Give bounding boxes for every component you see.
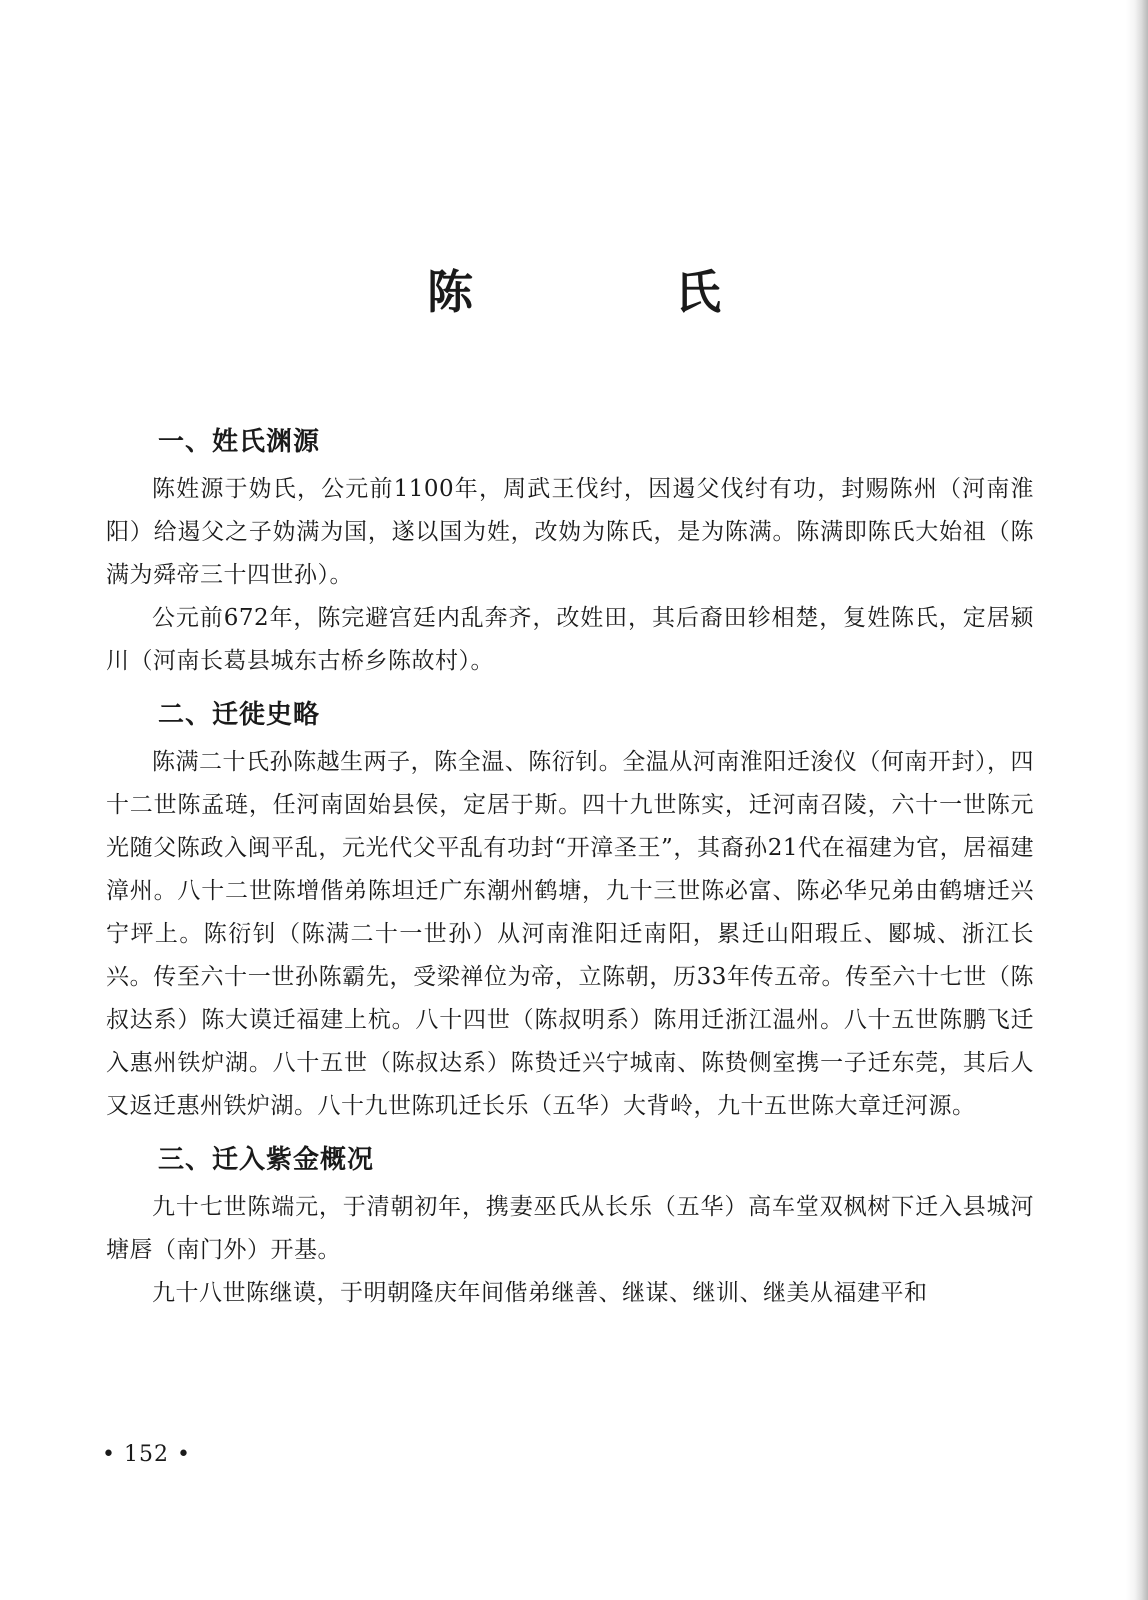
section-heading: 一、姓氏渊源 [158,427,321,457]
paragraph: 公元前672年，陈完避宫廷内乱奔齐，改姓田，其后裔田轸相楚，复姓陈氏，定居颍川（河南长葛县城东古桥乡陈故村）。 [106,605,1034,674]
paragraph: 陈满二十氏孙陈越生两子，陈全温、陈衍钊。全温从河南淮阳迁浚仪（何南开封），四十二世陈孟琏，任河南固始县侯，定居于斯。四十九世陈实，迁河南召陵，六十一世陈元光随父陈政入闽平乱，元光代父平乱有功封“开漳圣王”，其裔孙21代在福建为官，居福建漳州。八十二世陈增偕弟陈坦迁广东潮州鹤塘，九十三世陈必富、陈必华兄弟由鹤塘迁兴宁坪上。陈衍钊（陈满二十一世孙）从河南淮阳迁南阳，累迁山阳瑕丘、郾城、浙江长兴。传至六十一世孙陈霸先，受梁禅位为帝，立陈朝，历33年传五帝。传至六十七世（陈叔达系）陈大谟迁福建上杭。八十四世（陈叔明系）陈用迁浙江温州。八十五世陈鹏飞迁入惠州铁炉湖。八十五世（陈叔达系）陈贽迁兴宁城南、陈贽侧室携一子迁东莞，其后人又返迁惠州铁炉湖。八十九世陈玑迁长乐（五华）大背岭，九十五世陈大章迁河源。 [106,749,1034,1119]
section-surname-origin [106,424,1034,683]
page-title: 陈 氏 [427,265,799,319]
section-heading: 三、迁入紫金概况 [158,1145,375,1175]
paragraph: 陈姓源于妫氏，公元前1100年，周武王伐纣，因遏父伐纣有功，封赐陈州（河南淮阳）给遏父之子妫满为国，遂以国为姓，改妫为陈氏，是为陈满。陈满即陈氏大始祖（陈满为舜帝三十四世孙）。 [106,476,1034,588]
section-heading: 二、迁徙史略 [158,700,321,730]
section-zijin-settlement [106,1142,1034,1315]
paragraph: 九十七世陈端元，于清朝初年，携妻巫氏从长乐（五华）高车堂双枫树下迁入县城河塘唇（南门外）开基。 [106,1194,1034,1263]
section-migration-history [106,697,1034,1128]
paragraph: 九十八世陈继谟，于明朝隆庆年间偕弟继善、继谋、继训、继美从福建平和 [152,1280,928,1306]
page-number: • 152 • [102,1442,191,1467]
scan-edge-shadow [1126,0,1148,1600]
document-body [106,424,1034,1329]
